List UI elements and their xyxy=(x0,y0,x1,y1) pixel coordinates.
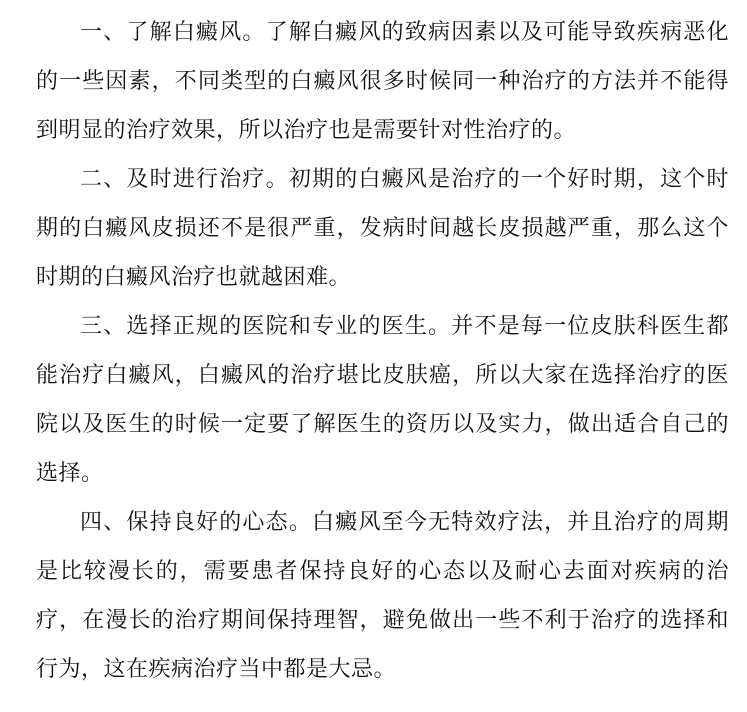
paragraph-understand-vitiligo: 一、了解白癜风。了解白癜风的致病因素以及可能导致疾病恶化的一些因素，不同类型的白癜风很多时候同一种治疗的方法并不能得到明显的治疗效果，所以治疗也是需要针对性治疗的。 xyxy=(36,20,729,143)
paragraph-timely-treatment: 二、及时进行治疗。初期的白癜风是治疗的一个好时期，这个时期的白癜风皮损还不是很严重，发病时间越长皮损越严重，那么这个时期的白癜风治疗也就越困难。 xyxy=(36,167,729,290)
paragraph-choose-hospital: 三、选择正规的医院和专业的医生。并不是每一位皮肤科医生都能治疗白癜风，白癜风的治疗堪比皮肤癌，所以大家在选择治疗的医院以及医生的时候一定要了解医生的资历以及实力，做出适合自己的选择。 xyxy=(36,314,729,486)
paragraph-good-mindset: 四、保持良好的心态。白癜风至今无特效疗法，并且治疗的周期是比较漫长的，需要患者保持良好的心态以及耐心去面对疾病的治疗，在漫长的治疗期间保持理智，避免做出一些不利于治疗的选择和行为，这在疾病治疗当中都是大忌。 xyxy=(36,510,729,682)
